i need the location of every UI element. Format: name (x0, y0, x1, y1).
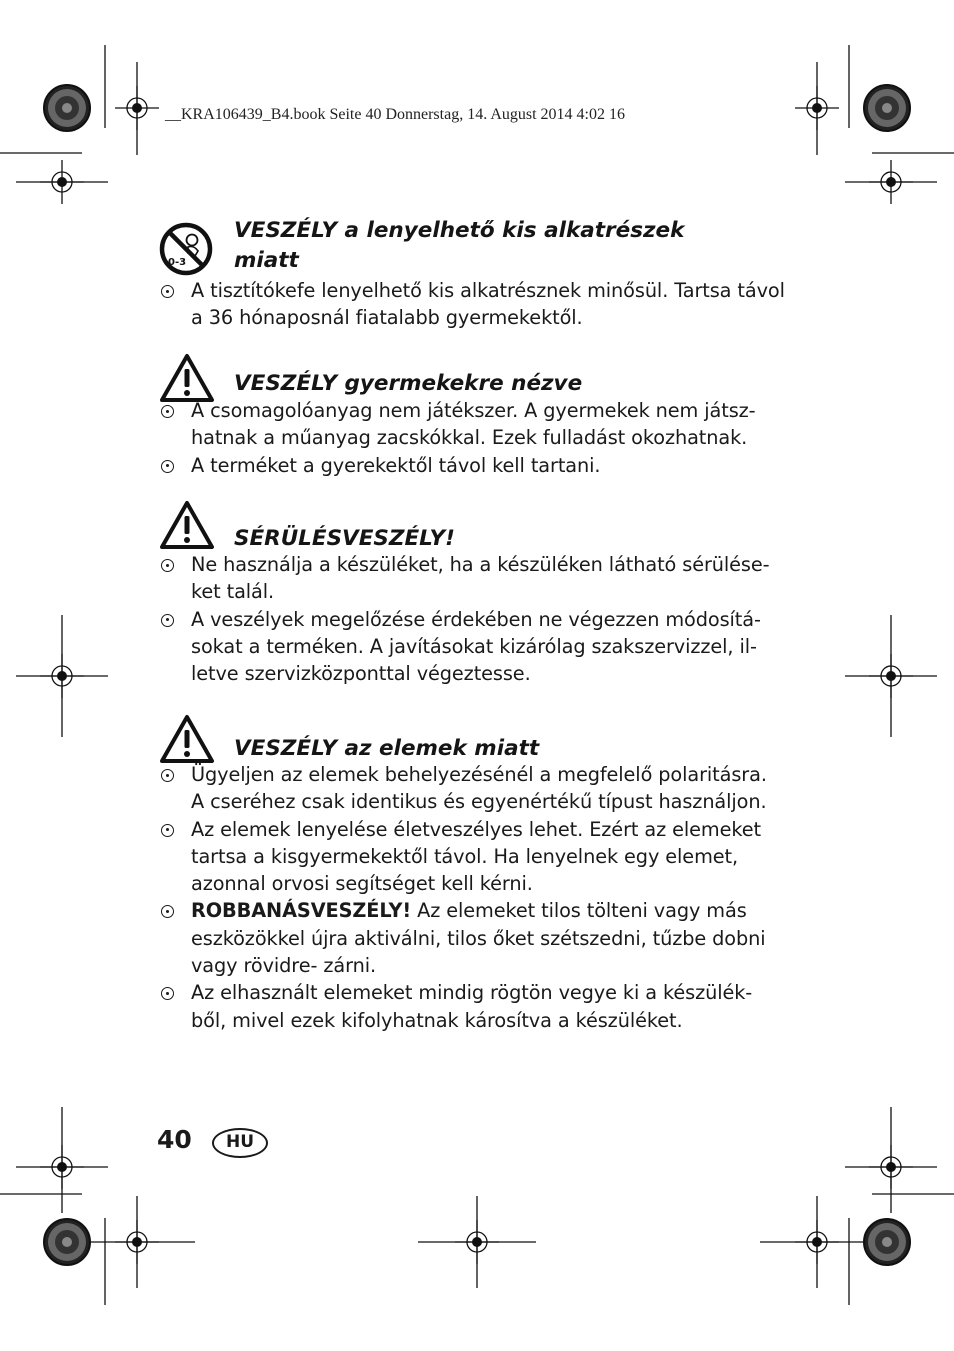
explosion-hazard-label: ROBBANÁSVESZÉLY! (191, 899, 412, 923)
list-item (158, 761, 783, 816)
section-battery-hazard (158, 713, 783, 1034)
warning-triangle-icon (158, 499, 216, 555)
list-item (158, 606, 783, 688)
text-line: tartsa a kisgyermekektől távol. Ha lenyelnek egy elemet, (191, 844, 739, 868)
text-line: Ne használja a készüléket, ha a készüléken látható sérülése- (191, 553, 770, 576)
circle-bullet-icon (161, 905, 174, 918)
text-line: A csomagolóanyag nem játékszer. A gyermekek nem játsz- (191, 399, 756, 422)
list-item (158, 452, 783, 479)
list-item (158, 897, 783, 979)
list-item (158, 551, 783, 606)
text-line: A terméket a gyerekektől távol kell tartani. (191, 453, 601, 477)
circle-bullet-icon (161, 769, 174, 782)
section-children-hazard (158, 352, 783, 479)
text-line: Az elemek lenyelése életveszélyes lehet. Ezért az elemeket (191, 817, 761, 841)
text-line: Az elemeket tilos tölteni vagy más (411, 899, 747, 923)
circle-bullet-icon (161, 559, 174, 572)
heading-line: VESZÉLY gyermekekre nézve (234, 371, 583, 396)
section-heading (234, 713, 783, 764)
list-item (158, 397, 783, 452)
heading-line: VESZÉLY a lenyelhető kis alkatrészek (234, 218, 685, 243)
text-line: A tisztítókefe lenyelhető kis alkatrésznek minősül. Tartsa távol (191, 279, 785, 302)
print-header-slug: __KRA106439_B4.book Seite 40 Donnerstag, 14. August 2014 4:02 16 (165, 106, 625, 123)
text-line: Az elhasznált elemeket mindig rögtön vegye ki a készülék- (191, 981, 753, 1005)
text-line: A veszélyek megelőzése érdekében ne végezzen módosítá- (191, 607, 761, 631)
circle-bullet-icon (161, 614, 174, 627)
text-line: eszközökkel újra aktiválni, tilos őket szétszedni, tűzbe dobni (191, 926, 766, 950)
text-line: azonnal orvosi segítséget kell kérni. (191, 872, 533, 896)
language-badge: HU (212, 1128, 268, 1158)
list-item (158, 979, 783, 1034)
circle-bullet-icon (161, 460, 174, 473)
circle-bullet-icon (161, 285, 174, 298)
heading-line: miatt (234, 248, 299, 273)
circle-bullet-icon (161, 987, 174, 1000)
warning-list (158, 277, 783, 332)
list-item (158, 277, 783, 332)
text-line: ket talál. (191, 580, 275, 604)
text-line: A cseréhez csak identikus és egyenértékű típust használjon. (191, 790, 767, 814)
text-line: sokat a terméken. A javításokat kizárólag szakszervizzel, il- (191, 634, 757, 658)
warning-list (158, 397, 783, 479)
text-line: vagy rövidre- zárni. (191, 954, 376, 978)
svg-text:0-3: 0-3 (168, 257, 187, 268)
section-heading (234, 216, 783, 276)
text-line: a 36 hónaposnál fiatalabb gyermekektől. (191, 306, 583, 330)
text-line: ből, mivel ezek kifolyhatnak károsítva a készüléket. (191, 1008, 683, 1032)
text-line: Ügyeljen az elemek behelyezésénél a megfelelő polaritásra. (191, 763, 767, 786)
circle-bullet-icon (161, 405, 174, 418)
warning-list (158, 551, 783, 687)
text-line: hatnak a műanyag zacskókkal. Ezek fulladást okozhatnak. (191, 426, 748, 450)
section-injury-hazard (158, 499, 783, 687)
section-heading (234, 499, 783, 554)
heading-line: SÉRÜLÉSVESZÉLY! (234, 526, 455, 551)
circle-bullet-icon (161, 824, 174, 837)
heading-line: VESZÉLY az elemek miatt (234, 736, 540, 761)
no-small-children-0-3-icon (158, 221, 214, 281)
page-number: 40 (157, 1125, 192, 1154)
section-heading (234, 352, 783, 399)
warning-list (158, 761, 783, 1034)
section-small-parts-hazard (158, 216, 783, 332)
list-item (158, 816, 783, 898)
text-line: letve szervizközponttal végeztesse. (191, 662, 531, 686)
